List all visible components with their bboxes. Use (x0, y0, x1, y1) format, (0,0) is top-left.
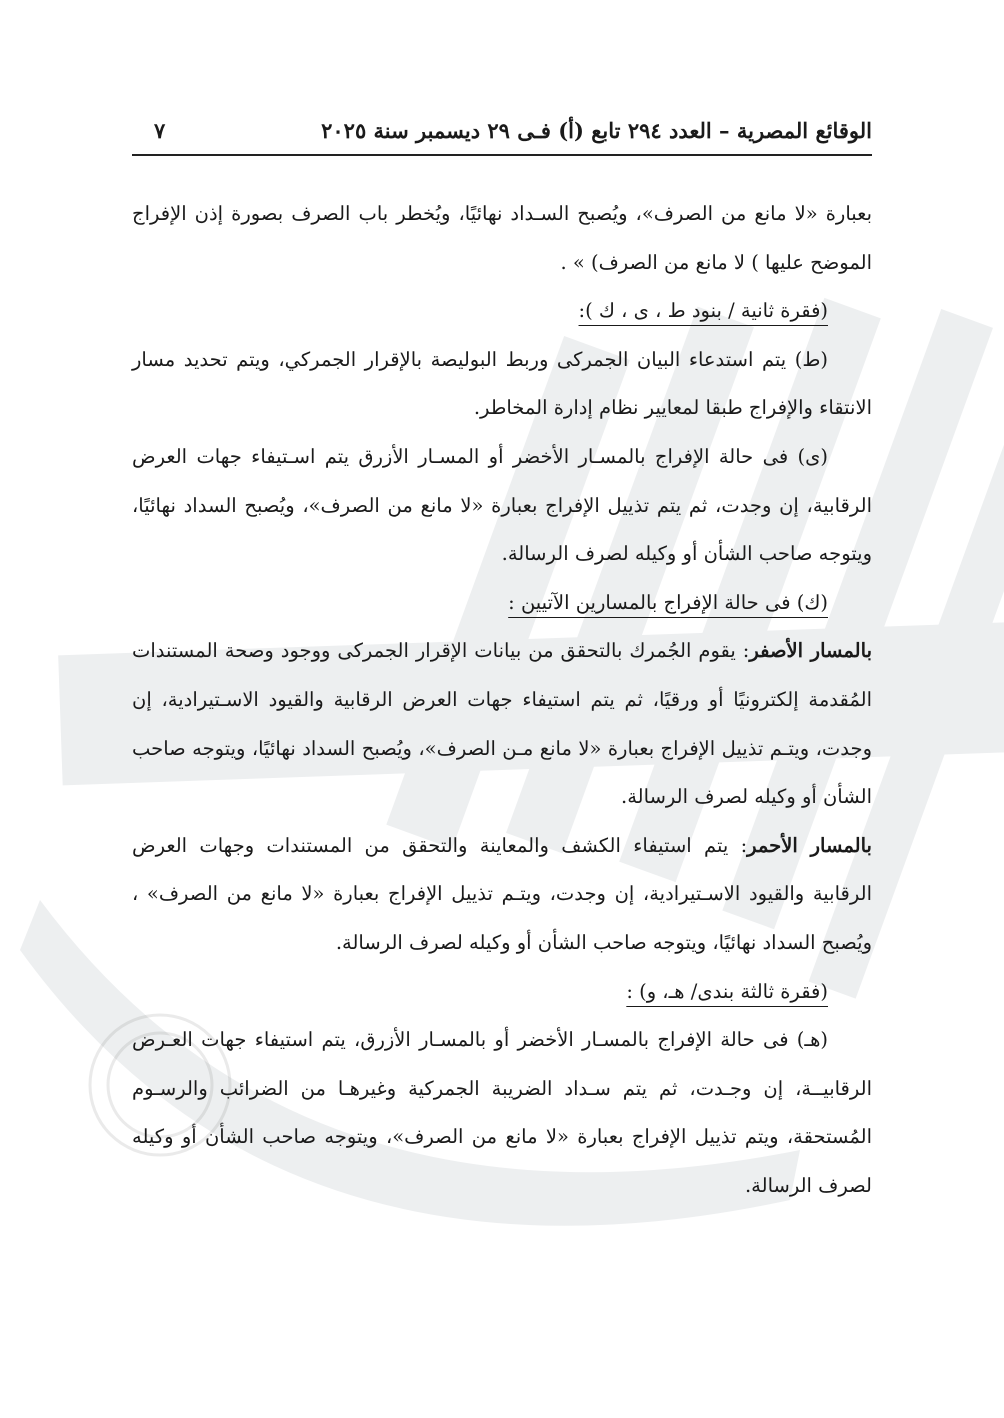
red-lane-text: : يتم استيفاء الكشف والمعاينة والتحقق من المستندات وجهات العرض الرقابية والقيود الاسـتيرادية، إن وجدت، ويتـم تذييل الإفراج بعبارة «لا مانع من الصرف» ، ويُصبح السداد نهائيًا، ويتوجه صاحب الشأن أو وكيله لصرف الرسالة. (132, 833, 872, 954)
red-lane-paragraph (132, 822, 872, 968)
clause-kaf-text: (ك) فى حالة الإفراج بالمسارين الآتيين : (508, 590, 828, 614)
header-title: الوقائع المصرية – العدد ٢٩٤ تابع (أ) فـى ٢٩ ديسمبر سنة ٢٠٢٥ (321, 118, 872, 143)
page-number: ٧ (154, 118, 166, 143)
clause-ya: (ى) فى حالة الإفراج بالمسـار الأخضر أو المسـار الأزرق يتم اسـتيفاء جهات العرض الرقابية، إن وجدت، ثم يتم تذييل الإفراج بعبارة «لا مانع من الصرف»، ويُصبح السداد نهائيًا، ويتوجه صاحب الشأن أو وكيله لصرف الرسالة. (132, 444, 872, 566)
paragraph-continuation: بعبارة «لا مانع من الصرف»، ويُصبح السـداد نهائيًا، ويُخطر باب الصرف بصورة إذن الإفراج الموضح عليها ) لا مانع من الصرف) » . (132, 202, 872, 274)
clause-ta: (ط) يتم استدعاء البيان الجمركى وربط البوليصة بالإقرار الجمركي، ويتم تحديد مسار الانتقاء والإفراج طبقا لمعايير نظام إدارة المخاطر. (132, 347, 872, 420)
section-heading-third-paragraph (132, 968, 872, 1017)
red-lane-label: بالمسار الأحمر (747, 833, 872, 857)
section-heading-text: (فقرة ثانية / بنود ط ، ى ، ك ): (578, 299, 828, 323)
page-header (132, 112, 872, 156)
yellow-lane-paragraph (132, 627, 872, 821)
body-text (132, 190, 872, 1210)
section-heading-second-paragraph (132, 287, 872, 336)
yellow-lane-text: : يقوم الجُمرك بالتحقق من بيانات الإقرار الجمركى ووجود وصحة المستندات المُقدمة إلكترونيًا أو ورقيًا، ثم يتم استيفاء جهات العرض الرقابية والقيود الاسـتيرادية، إن وجدت، ويتـم تذييل الإفراج بعبارة «لا مانع مـن الصرف»، ويُصبح السداد نهائيًا، ويتوجه صاحب الشأن أو وكيله لصرف الرسالة. (132, 639, 872, 809)
clause-ha: (هـ) فى حالة الإفراج بالمسـار الأخضر أو بالمسـار الأزرق، يتم استيفاء جهات العـرض الرقابيــة، إن وجـدت، ثم يتم سـداد الضريبة الجمركية وغيرهـا من الضرائب والرسـوم المُستحقة، ويتم تذييل الإفراج بعبارة «لا مانع من الصرف»، ويتوجه صاحب الشأن أو وكيله لصرف الرسالة. (132, 1028, 872, 1197)
yellow-lane-label: بالمسار الأصفر (749, 639, 872, 663)
section-heading-third-text: (فقرة ثالثة بندى/ هـ، و) : (626, 979, 828, 1003)
clause-kaf (132, 579, 872, 628)
